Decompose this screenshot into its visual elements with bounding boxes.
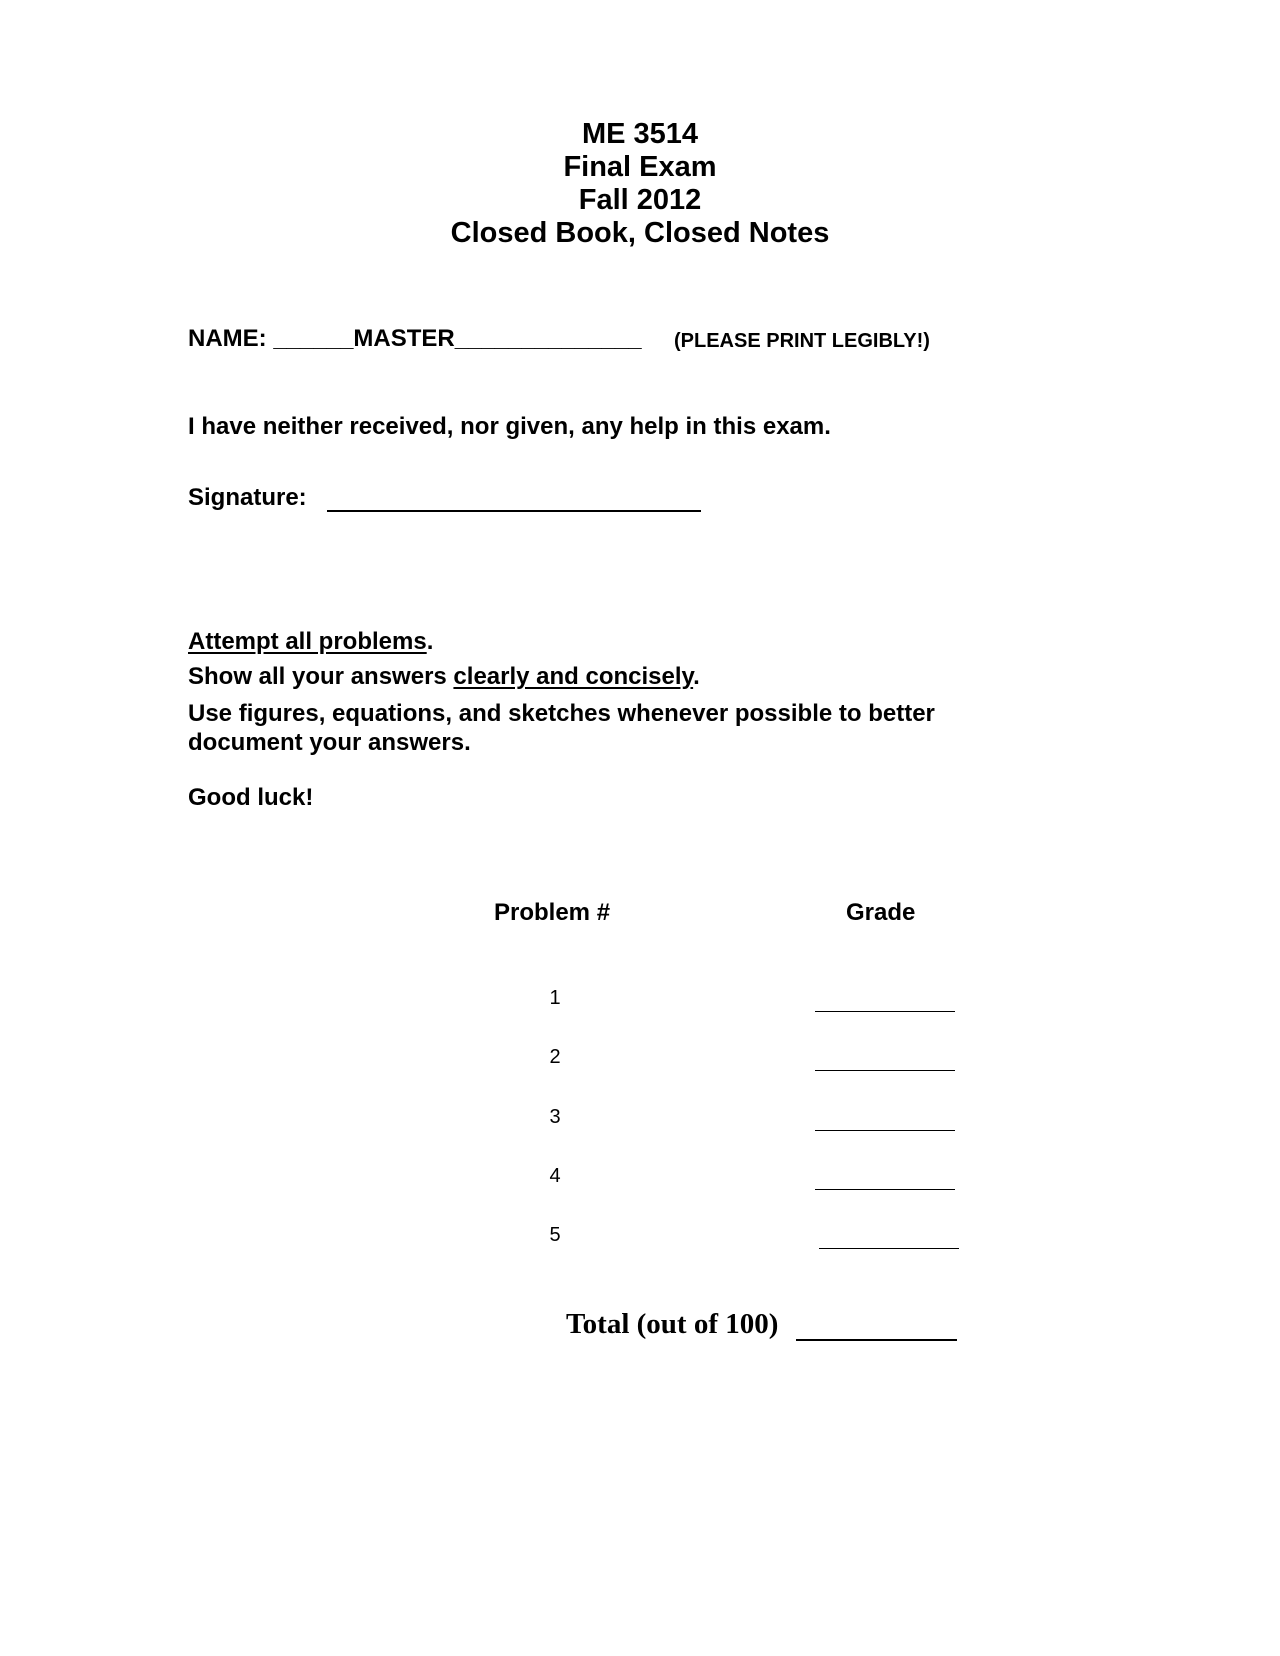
- course-number: ME 3514: [581, 118, 699, 150]
- exam-name: Final Exam: [563, 151, 717, 183]
- problem-number: 5: [549, 1224, 561, 1246]
- name-field: [188, 325, 642, 353]
- exam-rules: Closed Book, Closed Notes: [450, 217, 830, 249]
- honor-statement: I have neither received, nor given, any help in this exam.: [188, 413, 831, 440]
- problem-number: 2: [549, 1046, 561, 1068]
- grade-blank-line: [815, 1130, 955, 1131]
- signature-blank-line: [327, 510, 701, 512]
- show-underlined: clearly and concisely: [453, 663, 694, 690]
- problem-number: 4: [549, 1165, 561, 1187]
- attempt-tail: .: [426, 628, 434, 655]
- total-blank-line: [796, 1339, 957, 1341]
- attempt-underlined: Attempt all problems: [188, 628, 427, 655]
- problem-column-header: Problem #: [494, 899, 611, 926]
- instruction-show: [188, 663, 700, 691]
- signature-label: Signature:: [188, 484, 307, 511]
- show-tail: .: [693, 663, 700, 690]
- show-prefix: Show all your answers: [188, 663, 454, 690]
- problem-number: 1: [549, 987, 561, 1009]
- grade-blank-line: [815, 1070, 955, 1071]
- instruction-attempt: [188, 628, 433, 656]
- good-luck: Good luck!: [188, 784, 314, 811]
- grade-blank-line: [819, 1248, 959, 1249]
- grade-blank-line: [815, 1189, 955, 1190]
- instruction-use-figures: Use figures, equations, and sketches whenever possible to better document your answers.: [188, 700, 935, 756]
- print-legibly-note: (PLEASE PRINT LEGIBLY!): [674, 330, 930, 352]
- exam-title-block: [0, 118, 1280, 250]
- name-label: NAME: ______MASTER______________: [188, 325, 642, 352]
- problem-number: 3: [549, 1106, 561, 1128]
- total-label: Total (out of 100): [566, 1308, 779, 1340]
- grade-column-header: Grade: [846, 899, 916, 926]
- grade-blank-line: [815, 1011, 955, 1012]
- exam-term: Fall 2012: [578, 184, 702, 216]
